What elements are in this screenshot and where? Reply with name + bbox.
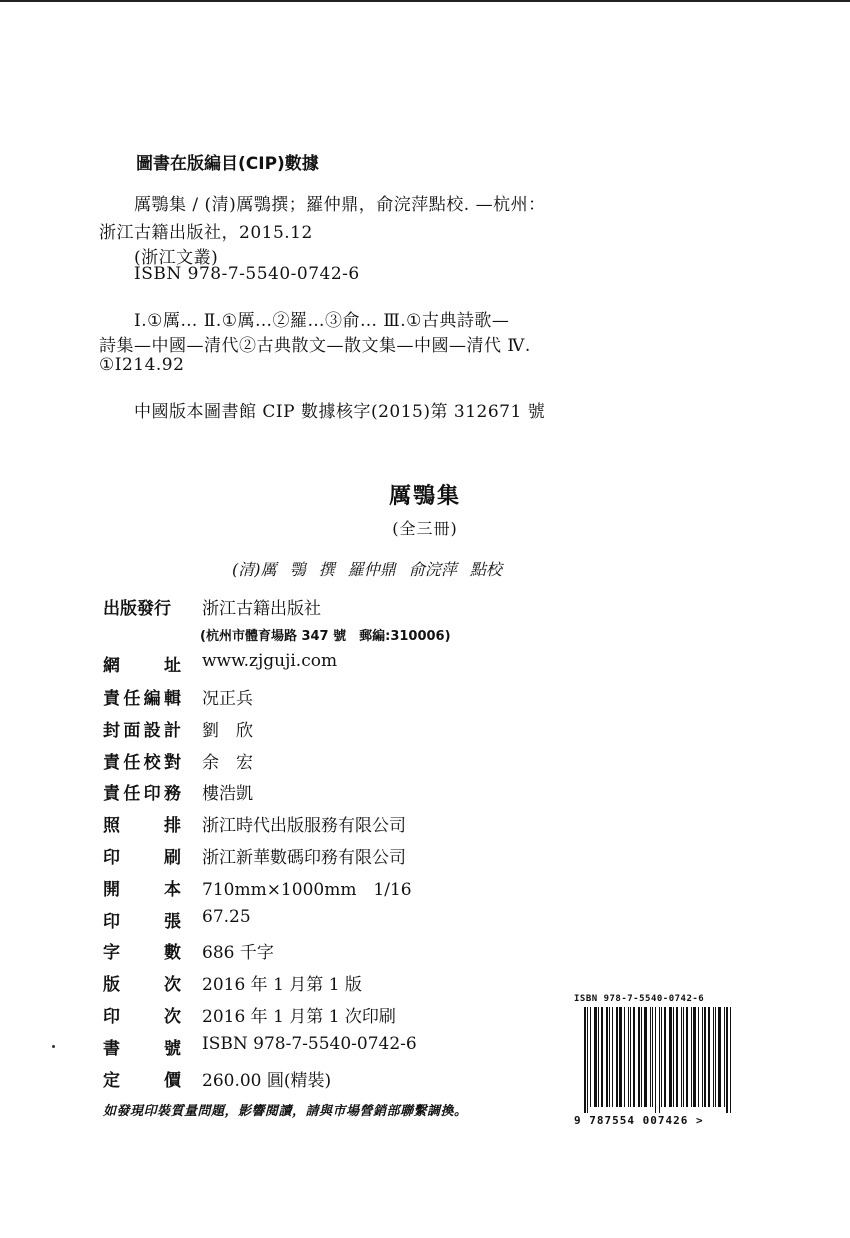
colophon-label: 出版發行 [103,599,171,619]
cip-line-7: ①I214.92 [99,355,185,375]
barcode-bar [641,1007,642,1107]
page-top-border [0,0,850,2]
barcode-bar [683,1007,684,1107]
book-authors: (清)厲 鶚 撰 羅仲鼎 俞浣萍 點校 [232,560,502,579]
barcode-isbn-text: ISBN 978-7-5540-0742-6 [574,994,705,1004]
colophon-label: 版 次 [103,975,181,995]
book-volumes: (全三冊) [392,519,458,538]
barcode-bar [715,1007,716,1107]
barcode-bar [616,1007,618,1107]
barcode-bar [676,1007,678,1107]
barcode-bar [686,1007,688,1107]
barcode-bar [638,1007,640,1107]
colophon-value: www.zjguji.com [202,651,338,671]
barcode-bar [704,1007,706,1107]
colophon-label: 責 任 印 務 [103,784,181,804]
barcode-bar [724,1007,725,1107]
barcode-bar [628,1007,629,1107]
barcode-bar [708,1007,710,1107]
barcode-bar [659,1007,660,1113]
cip-line-5: Ⅰ.①厲… Ⅱ.①厲…②羅…③俞… Ⅲ.①古典詩歌— [134,311,510,331]
colophon-value: 浙江古籍出版社 [202,599,321,619]
colophon-label: 照 排 [103,816,181,836]
colophon-label: 開 本 [103,880,181,900]
barcode-digits: 9 787554 007426 > [574,1114,704,1127]
barcode-bar [730,1007,731,1113]
colophon-value: 67.25 [202,907,251,927]
barcode-bar [624,1007,625,1107]
barcode-bar [606,1007,608,1107]
barcode-bar [609,1007,610,1107]
cip-line-1: 厲鶚集 / (清)厲鶚撰；羅仲鼎，俞浣萍點校. —杭州： [134,195,546,215]
barcode-bars [584,1007,734,1113]
barcode-bar [601,1007,603,1107]
barcode-bar [584,1007,586,1113]
colophon-label: 字 數 [103,943,181,963]
cip-line-3: (浙江文叢) [134,248,219,268]
barcode-bar [691,1007,692,1107]
barcode-bar [661,1007,662,1107]
colophon-label: 封 面 設 計 [103,721,181,741]
barcode-bar [630,1007,631,1107]
colophon-label: 印 刷 [103,848,181,868]
barcode-bar [590,1007,591,1107]
quality-notice: 如發現印裝質量問題，影響閱讀，請與市場營銷部聯繫調換。 [103,1104,468,1119]
barcode-bar [698,1007,699,1107]
barcode-bar [587,1007,588,1113]
colophon-value: 2016 年 1 月第 1 次印刷 [202,1007,396,1027]
barcode-bar [619,1007,622,1107]
colophon-label: 定 價 [103,1071,181,1091]
colophon-label: 書 號 [103,1039,181,1059]
barcode-bar [718,1007,721,1107]
barcode-bar [673,1007,674,1107]
barcode-bar [633,1007,635,1107]
barcode-bar [726,1007,728,1113]
barcode-bar [664,1007,666,1107]
colophon-label: 網 址 [103,656,181,676]
cip-line-6: 詩集—中國—清代②古典散文—散文集—中國—清代 Ⅳ. [99,336,531,356]
cip-line-4: ISBN 978-7-5540-0742-6 [134,264,360,284]
colophon-value: 710mm×1000mm 1/16 [202,880,412,900]
colophon-value: ISBN 978-7-5540-0742-6 [202,1034,417,1054]
book-title: 厲鶚集 [388,484,461,509]
barcode-bar [612,1007,613,1107]
barcode-bar [652,1007,653,1107]
colophon-value: 260.00 圓(精裝) [202,1071,332,1091]
isbn-barcode [574,994,734,1127]
barcode-bar [681,1007,682,1107]
barcode-bar [594,1007,597,1107]
colophon-value: 樓浩凱 [202,784,253,804]
barcode-bar [655,1007,657,1113]
cip-line-2: 浙江古籍出版社，2015.12 [99,223,313,243]
colophon-label: 印 次 [103,1007,181,1027]
colophon-value: 劉 欣 [202,721,253,741]
colophon-label: 責 任 編 輯 [103,689,181,709]
colophon-value: 686 千字 [202,943,274,963]
barcode-bar [644,1007,647,1107]
colophon-value: 余 宏 [202,753,253,773]
barcode-bar [598,1007,599,1107]
colophon-value: 浙江新華數碼印務有限公司 [202,848,406,868]
barcode-bar [693,1007,696,1107]
publisher-address: (杭州市體育場路 347 號 郵編:310006) [200,629,451,644]
cip-heading: 圖書在版編目(CIP)數據 [136,154,319,174]
colophon-value: 2016 年 1 月第 1 版 [202,975,362,995]
colophon-value: 浙江時代出版服務有限公司 [202,816,406,836]
barcode-bar [713,1007,714,1107]
colophon-value: 况正兵 [202,689,253,709]
scan-speck [52,1045,55,1048]
colophon-label: 印 張 [103,912,181,932]
barcode-bar [669,1007,672,1107]
cip-line-8: 中國版本圖書館 CIP 數據核字(2015)第 312671 號 [134,402,546,422]
colophon-label: 責 任 校 對 [103,753,181,773]
barcode-bar [702,1007,703,1107]
barcode-bar [650,1007,651,1107]
